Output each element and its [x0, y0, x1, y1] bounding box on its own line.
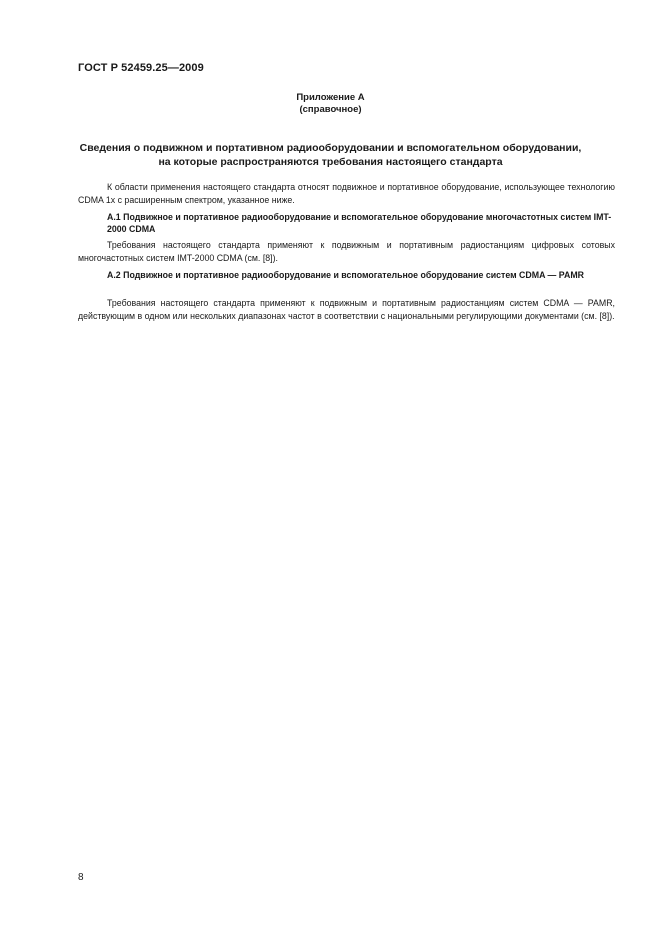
section-a2-heading: А.2 Подвижное и портативное радиооборудование и вспомогательное оборудование систем CDMA — PAMR [107, 270, 585, 280]
section-a2-paragraph: Требования настоящего стандарта применяют к подвижным и портативным радиостанциям систем CDMA — PAMR, действующим в одном или нескольких диапазонах частот в соответствии с национальными регулирующими документами (см. [8]). [78, 298, 615, 321]
appendix-type: (справочное) [299, 104, 362, 115]
page-number: 8 [78, 872, 84, 883]
appendix-title [0, 141, 661, 169]
section-a1-heading: А.1 Подвижное и портативное радиооборудование и вспомогательное оборудование многочастотных систем IMT-2000 CDMA [107, 212, 612, 234]
intro-paragraph: К области применения настоящего стандарта относят подвижное и портативное оборудование, использующее технологию CDMA 1x с расширенным спектром, указанное ниже. [78, 182, 615, 205]
appendix-label-block [0, 92, 661, 116]
appendix-title-line-1: Сведения о подвижном и портативном радиооборудовании и вспомогательном оборудовании, [79, 142, 582, 154]
section-a1-paragraph: Требования настоящего стандарта применяют к подвижным и портативным радиостанциям цифровых сотовых многочастотных систем IMT-2000 CDMA (см. [8]). [78, 240, 615, 263]
standard-id-header: ГОСТ Р 52459.25—2009 [78, 62, 204, 74]
appendix-label: Приложение А [296, 92, 365, 103]
appendix-title-line-2: на которые распространяются требования настоящего стандарта [158, 156, 503, 168]
